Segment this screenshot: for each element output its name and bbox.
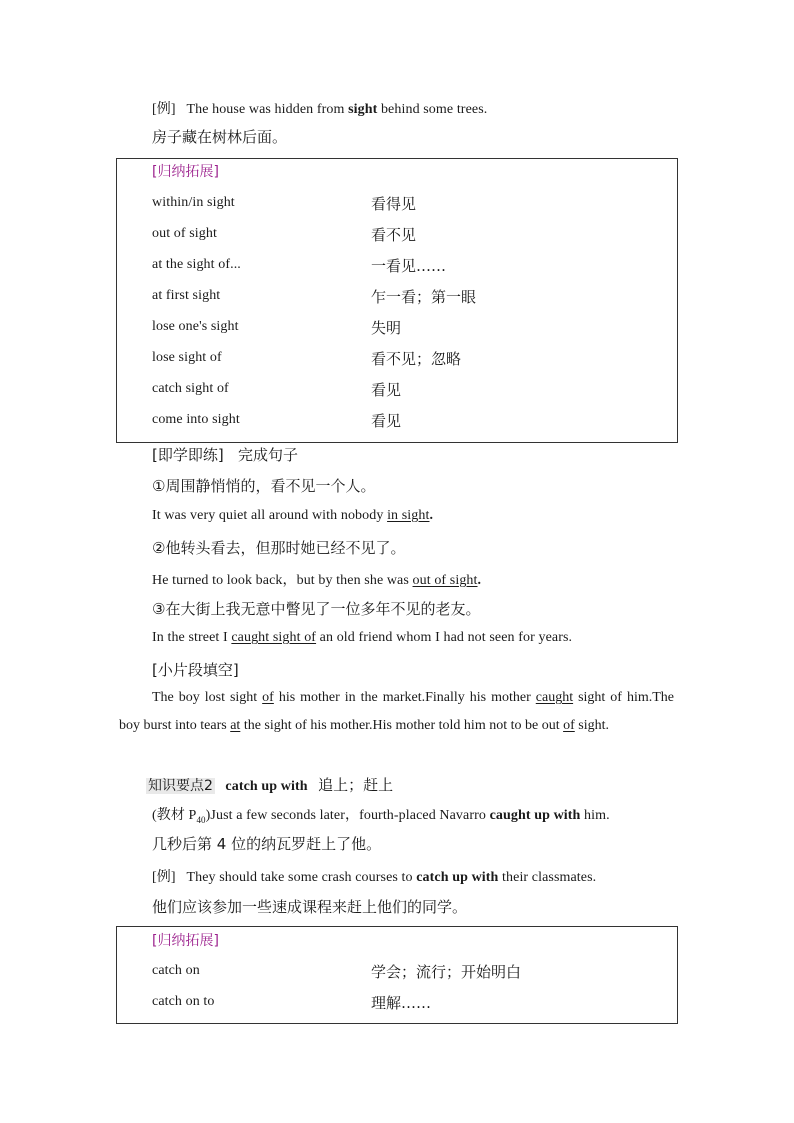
phrase-term: lose one's sight xyxy=(152,319,239,334)
phrase-term: lose sight of xyxy=(152,350,222,365)
practice-subtitle: 完成句子 xyxy=(238,446,299,464)
fill-text-5: sight. xyxy=(574,717,609,733)
example-2-pre: They should take some crash courses to xyxy=(186,870,417,885)
example-1 xyxy=(152,98,487,118)
fill-answer-4: of xyxy=(563,717,575,733)
phrase-term: catch on to xyxy=(152,994,215,1009)
textbook-page: 40 xyxy=(196,814,206,825)
fill-paragraph xyxy=(119,684,674,739)
question-1-zh: ①周围静悄悄的，看不见一个人。 xyxy=(152,477,376,495)
phrase-term: at first sight xyxy=(152,288,221,303)
example-2 xyxy=(152,866,596,886)
question-2-pre: He turned to look back，but by then she was xyxy=(152,573,413,588)
textbook-quote-pre: (教材 P xyxy=(152,808,197,823)
question-2-post: . xyxy=(477,573,482,588)
fill-title: [小片段填空] xyxy=(152,661,239,679)
phrase-meaning: 学会；流行；开始明白 xyxy=(371,963,522,981)
fill-answer-3: at xyxy=(230,717,241,733)
question-1-post: . xyxy=(429,508,434,523)
knowledge-point-tag: 知识要点2 xyxy=(148,778,213,794)
question-2-answer: out of sight xyxy=(412,573,478,588)
phrase-meaning: 一看见…… xyxy=(371,257,447,275)
phrase-meaning: 看得见 xyxy=(371,195,417,213)
example-2-post: their classmates. xyxy=(498,870,597,885)
knowledge-point-meaning: 追上；赶上 xyxy=(318,776,394,794)
summary-box-1-title: [归纳拓展] xyxy=(152,164,219,180)
practice-title: [即学即练] xyxy=(152,446,224,464)
fill-text-1: The boy lost sight xyxy=(152,690,263,705)
textbook-quote xyxy=(152,804,610,825)
question-3-pre: In the street I xyxy=(152,630,232,645)
phrase-meaning: 看不见；忽略 xyxy=(371,350,462,368)
question-2-zh: ②他转头看去，但那时她已经不见了。 xyxy=(152,539,406,557)
phrase-meaning: 看见 xyxy=(371,381,402,399)
question-3-zh: ③在大街上我无意中瞥见了一位多年不见的老友。 xyxy=(152,600,481,618)
phrase-term: catch on xyxy=(152,963,200,978)
example-1-pre: The house was hidden from xyxy=(186,102,349,117)
question-3-en xyxy=(152,630,572,646)
example-1-translation: 房子藏在树林后面。 xyxy=(152,128,288,146)
textbook-quote-mid: )Just a few seconds later，fourth-placed Navarro xyxy=(205,808,490,823)
phrase-term: within/in sight xyxy=(152,195,235,210)
phrase-term: at the sight of... xyxy=(152,257,241,272)
phrase-term: out of sight xyxy=(152,226,217,241)
knowledge-point-phrase: catch up with xyxy=(225,779,308,794)
example-1-post: behind some trees. xyxy=(377,102,488,117)
textbook-translation: 几秒后第 4 位的纳瓦罗赶上了他。 xyxy=(152,835,382,853)
summary-box-2-title: [归纳拓展] xyxy=(152,933,219,949)
fill-text-4: the sight of his mother.His mother told him not to be out xyxy=(240,717,564,733)
phrase-meaning: 失明 xyxy=(371,319,402,337)
practice-heading xyxy=(152,444,298,465)
example-tag: [例] xyxy=(152,870,176,885)
question-3-post: an old friend whom I had not seen for years. xyxy=(316,630,573,645)
phrase-term: catch sight of xyxy=(152,381,229,396)
question-2-en xyxy=(152,569,481,589)
fill-text-3: sight of him.The boy burst into tears xyxy=(119,690,674,733)
phrase-meaning: 看不见 xyxy=(371,226,417,244)
phrase-meaning: 看见 xyxy=(371,412,402,430)
question-1-pre: It was very quiet all around with nobody xyxy=(152,508,388,523)
fill-answer-1: of xyxy=(262,690,274,705)
textbook-quote-post: him. xyxy=(580,808,610,823)
phrase-meaning: 理解…… xyxy=(371,994,432,1012)
question-3-answer: caught sight of xyxy=(231,630,317,645)
example-2-translation: 他们应该参加一些速成课程来赶上他们的同学。 xyxy=(152,898,468,916)
knowledge-point-2 xyxy=(146,774,393,795)
question-1-en xyxy=(152,508,433,524)
example-1-keyword: sight xyxy=(348,102,378,117)
phrase-meaning: 乍一看；第一眼 xyxy=(371,288,477,306)
example-tag: [例] xyxy=(152,102,176,117)
phrase-term: come into sight xyxy=(152,412,240,427)
question-1-answer: in sight xyxy=(387,508,430,523)
fill-answer-2: caught xyxy=(535,690,574,705)
textbook-quote-keyword: caught up with xyxy=(489,808,581,823)
example-2-keyword: catch up with xyxy=(416,870,499,885)
fill-text-2: his mother in the market.Finally his mother xyxy=(273,690,536,705)
